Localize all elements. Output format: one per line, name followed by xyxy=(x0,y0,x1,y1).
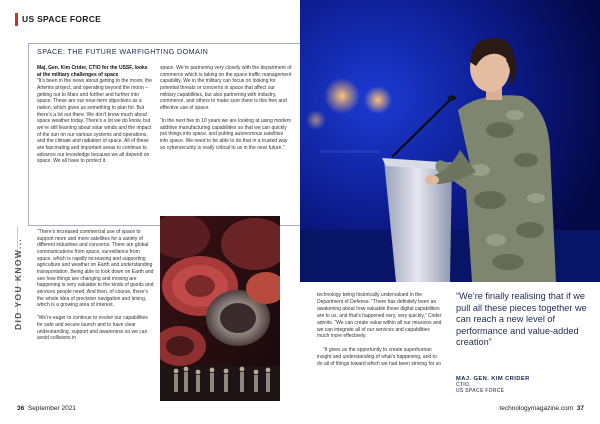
sidebar-column-2 xyxy=(160,65,292,158)
issue-date: September 2021 xyxy=(27,405,76,412)
left-page-number: 36 xyxy=(17,405,25,412)
sidebar-title: SPACE: THE FUTURE WARFIGHTING DOMAIN xyxy=(37,47,209,56)
left-body-paragraph-1: “There’s increased commercial use of space to support more and more satellites for a variety of different industries and concerns. There are global communications from space, surveillance from space, which is rapidly increasing and supporting agriculture and weather on Earth and understanding transportation. Being able to look down on Earth and see how things are changing and moving are happening is very valuable to the kinds of goods and services people need. And then, of course, there’s the whole idea of precision navigation and timing, which is a growing area of interest. xyxy=(37,229,154,309)
sidebar-col2-paragraph-2: “In the next five to 10 years we are looking at using modern additive manufacturing capabilities so that we can quickly put things into space, and putting autonomous satellites into space. We need to be able to do that in a trusted way so cybersecurity is really critical to us in the near future.” xyxy=(160,118,292,151)
right-body-text xyxy=(317,292,443,374)
sidebar-lead: Maj. Gen. Kim Crider, CTIO for the USSF, looks at the military challenges of space xyxy=(37,65,148,78)
attribution-role-2: US SPACE FORCE xyxy=(456,388,505,394)
did-you-know-label: DID YOU KNOW... xyxy=(13,237,23,330)
left-footer xyxy=(17,405,76,412)
sidebar-column-1 xyxy=(37,65,152,171)
rocket-engine-illustration xyxy=(160,216,280,401)
right-page-number: 37 xyxy=(576,405,584,412)
right-body-paragraph-1: technology being historically undervalued in the Department of Defense. “There has definitely been an awakening about how valuable these digital capabilities are to us, and that’s happened very, very quickly,” Crider admits. “We can create value within all our missions and we can integrate all of our services and capabilities much more effectively. xyxy=(317,292,442,340)
sidebar-col2-paragraph-1: space. We’re partnering very closely with the department of commerce which is taking on the space traffic management capability. We in the military can focus on looking for potential threats or concerns in space that affect our military capabilities, but also partnering with industry, commerce, and others to make sure there is this free and effective use of space. xyxy=(160,65,292,111)
right-body-paragraph-2: “It gives us the opportunity to create superhuman insight and understanding of what’s happening, and to do all of things toward which we had been striving for so xyxy=(317,346,441,367)
sidebar-col1-text: “It’s been in the news about getting to the moon, the Artemis project, and operating beyond the moon – getting out to Mars and further and further into space. These are our near-term objectives as a nation, which gives us something to plan for. But there’s a lot out there. We don’t know much about space weather today. There’s a lot we do know, but we’re still learning about solar winds and the impact of the sun on our various systems and operations, and the climate and radiation of space. All of these are fascinating and important areas to continue to advance our knowledge because we all depend on space. We all have to protect it. xyxy=(37,78,152,165)
attribution-role-1: CTIO, xyxy=(456,382,471,388)
section-header: US SPACE FORCE xyxy=(22,14,102,24)
left-body-text xyxy=(37,229,154,349)
speaker-photo xyxy=(300,0,600,282)
attribution-name: MAJ. GEN. KIM CRIDER xyxy=(456,376,530,382)
section-accent-bar xyxy=(15,13,18,26)
pull-quote: “We’re finally realising that if we pull all these pieces together we can reach a new level of performance and value-added creation” xyxy=(456,291,587,348)
speaker-photo-illustration xyxy=(300,0,600,282)
site-url: technologymagazine.com xyxy=(499,405,574,412)
rocket-engine-image xyxy=(160,216,280,401)
pull-quote-attribution xyxy=(456,376,530,394)
right-footer xyxy=(499,405,584,412)
left-body-paragraph-2: “We’re eager to continue to evolve our capabilities for safe and secure launch and to have clear understanding, support and awareness so we can avoid collisions in xyxy=(37,315,148,342)
